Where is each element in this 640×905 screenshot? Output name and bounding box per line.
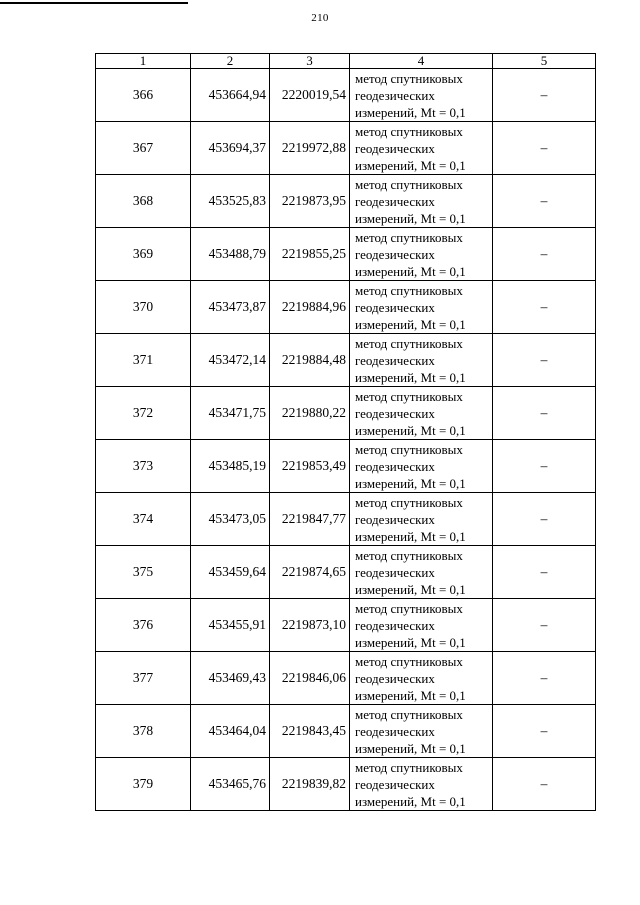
x-coordinate-cell: 453464,04 [191, 705, 270, 758]
note-dash: – [540, 723, 548, 738]
y-coordinate-cell: 2219972,88 [270, 122, 350, 175]
table-row [96, 122, 596, 175]
note-dash: – [540, 564, 548, 579]
note-cell [493, 281, 596, 334]
page-number: 210 [311, 12, 329, 24]
method-cell [350, 546, 493, 599]
note-dash: – [540, 776, 548, 791]
table-row [96, 387, 596, 440]
note-dash: – [540, 87, 548, 102]
method-text-line: метод спутниковых [355, 759, 463, 775]
y-coordinate-cell: 2220019,54 [270, 69, 350, 122]
method-text-line: геодезических [355, 458, 435, 474]
method-text-line: измерений, Mt = 0,1 [355, 475, 466, 491]
y-coordinate-cell: 2219880,22 [270, 387, 350, 440]
method-text-line: измерений, Mt = 0,1 [355, 104, 466, 120]
method-cell [350, 705, 493, 758]
method-text-line: геодезических [355, 352, 435, 368]
table-header-row [96, 54, 596, 69]
table-row [96, 175, 596, 228]
note-dash: – [540, 299, 548, 314]
method-text-line: метод спутниковых [355, 176, 463, 192]
x-coordinate-cell: 453473,05 [191, 493, 270, 546]
x-coordinate-cell: 453664,94 [191, 69, 270, 122]
y-coordinate-cell: 2219874,65 [270, 546, 350, 599]
note-dash: – [540, 617, 548, 632]
x-coordinate-cell: 453694,37 [191, 122, 270, 175]
table-row [96, 705, 596, 758]
point-number-cell: 374 [96, 493, 191, 546]
point-number-cell: 371 [96, 334, 191, 387]
method-text-line: измерений, Mt = 0,1 [355, 793, 466, 809]
table-row [96, 758, 596, 811]
method-text-line: измерений, Mt = 0,1 [355, 740, 466, 756]
method-text-line: геодезических [355, 670, 435, 686]
note-dash: – [540, 405, 548, 420]
column-header: 1 [96, 54, 191, 69]
method-text-line: метод спутниковых [355, 706, 463, 722]
point-number-cell: 375 [96, 546, 191, 599]
x-coordinate-cell: 453471,75 [191, 387, 270, 440]
method-text-line: измерений, Mt = 0,1 [355, 316, 466, 332]
y-coordinate-cell: 2219853,49 [270, 440, 350, 493]
method-cell [350, 281, 493, 334]
point-number-cell: 372 [96, 387, 191, 440]
x-coordinate-cell: 453485,19 [191, 440, 270, 493]
point-number-cell: 369 [96, 228, 191, 281]
method-text-line: метод спутниковых [355, 494, 463, 510]
table-row [96, 546, 596, 599]
method-text-line: метод спутниковых [355, 282, 463, 298]
method-text-line: измерений, Mt = 0,1 [355, 581, 466, 597]
note-cell [493, 652, 596, 705]
note-cell [493, 228, 596, 281]
method-text-line: метод спутниковых [355, 70, 463, 86]
method-cell [350, 758, 493, 811]
note-dash: – [540, 246, 548, 261]
x-coordinate-cell: 453459,64 [191, 546, 270, 599]
point-number-cell: 379 [96, 758, 191, 811]
method-text-line: метод спутниковых [355, 547, 463, 563]
method-text-line: измерений, Mt = 0,1 [355, 263, 466, 279]
method-cell [350, 122, 493, 175]
method-text-line: геодезических [355, 87, 435, 103]
method-text-line: метод спутниковых [355, 441, 463, 457]
point-number-cell: 376 [96, 599, 191, 652]
method-cell [350, 493, 493, 546]
table-row [96, 228, 596, 281]
method-text-line: геодезических [355, 723, 435, 739]
method-text-line: геодезических [355, 617, 435, 633]
y-coordinate-cell: 2219884,48 [270, 334, 350, 387]
table-row [96, 599, 596, 652]
y-coordinate-cell: 2219873,10 [270, 599, 350, 652]
method-text-line: геодезических [355, 246, 435, 262]
note-cell [493, 69, 596, 122]
note-dash: – [540, 458, 548, 473]
table-body [96, 69, 596, 811]
note-cell [493, 440, 596, 493]
table-row [96, 652, 596, 705]
note-dash: – [540, 352, 548, 367]
point-number-cell: 368 [96, 175, 191, 228]
column-header: 3 [270, 54, 350, 69]
method-text-line: метод спутниковых [355, 123, 463, 139]
y-coordinate-cell: 2219846,06 [270, 652, 350, 705]
table-row [96, 334, 596, 387]
note-dash: – [540, 140, 548, 155]
method-text-line: измерений, Mt = 0,1 [355, 369, 466, 385]
table-row [96, 440, 596, 493]
note-cell [493, 758, 596, 811]
method-text-line: метод спутниковых [355, 388, 463, 404]
y-coordinate-cell: 2219843,45 [270, 705, 350, 758]
method-text-line: геодезических [355, 299, 435, 315]
method-text-line: метод спутниковых [355, 600, 463, 616]
method-text-line: метод спутниковых [355, 335, 463, 351]
method-cell [350, 652, 493, 705]
point-number-cell: 378 [96, 705, 191, 758]
method-text-line: измерений, Mt = 0,1 [355, 422, 466, 438]
note-cell [493, 546, 596, 599]
x-coordinate-cell: 453472,14 [191, 334, 270, 387]
column-header: 2 [191, 54, 270, 69]
method-text-line: измерений, Mt = 0,1 [355, 634, 466, 650]
column-header: 5 [493, 54, 596, 69]
point-number-cell: 370 [96, 281, 191, 334]
method-text-line: геодезических [355, 511, 435, 527]
method-text-line: геодезических [355, 564, 435, 580]
note-cell [493, 493, 596, 546]
method-text-line: метод спутниковых [355, 229, 463, 245]
method-text-line: измерений, Mt = 0,1 [355, 687, 466, 703]
point-number-cell: 377 [96, 652, 191, 705]
note-dash: – [540, 511, 548, 526]
x-coordinate-cell: 453525,83 [191, 175, 270, 228]
note-cell [493, 122, 596, 175]
note-dash: – [540, 670, 548, 685]
method-cell [350, 228, 493, 281]
y-coordinate-cell: 2219847,77 [270, 493, 350, 546]
x-coordinate-cell: 453488,79 [191, 228, 270, 281]
x-coordinate-cell: 453465,76 [191, 758, 270, 811]
method-text-line: геодезических [355, 405, 435, 421]
table-row [96, 493, 596, 546]
x-coordinate-cell: 453469,43 [191, 652, 270, 705]
point-number-cell: 366 [96, 69, 191, 122]
coordinates-table [95, 53, 596, 811]
method-text-line: геодезических [355, 140, 435, 156]
x-coordinate-cell: 453455,91 [191, 599, 270, 652]
method-cell [350, 69, 493, 122]
point-number-cell: 373 [96, 440, 191, 493]
note-cell [493, 599, 596, 652]
method-cell [350, 440, 493, 493]
table-row [96, 281, 596, 334]
method-text-line: геодезических [355, 193, 435, 209]
corner-rule [0, 2, 188, 4]
method-cell [350, 599, 493, 652]
note-cell [493, 705, 596, 758]
method-cell [350, 175, 493, 228]
note-cell [493, 387, 596, 440]
note-cell [493, 334, 596, 387]
point-number-cell: 367 [96, 122, 191, 175]
table-row [96, 69, 596, 122]
y-coordinate-cell: 2219839,82 [270, 758, 350, 811]
x-coordinate-cell: 453473,87 [191, 281, 270, 334]
method-text-line: измерений, Mt = 0,1 [355, 210, 466, 226]
y-coordinate-cell: 2219873,95 [270, 175, 350, 228]
y-coordinate-cell: 2219855,25 [270, 228, 350, 281]
column-header: 4 [350, 54, 493, 69]
y-coordinate-cell: 2219884,96 [270, 281, 350, 334]
method-cell [350, 387, 493, 440]
method-text-line: геодезических [355, 776, 435, 792]
method-cell [350, 334, 493, 387]
note-cell [493, 175, 596, 228]
method-text-line: метод спутниковых [355, 653, 463, 669]
note-dash: – [540, 193, 548, 208]
method-text-line: измерений, Mt = 0,1 [355, 528, 466, 544]
method-text-line: измерений, Mt = 0,1 [355, 157, 466, 173]
